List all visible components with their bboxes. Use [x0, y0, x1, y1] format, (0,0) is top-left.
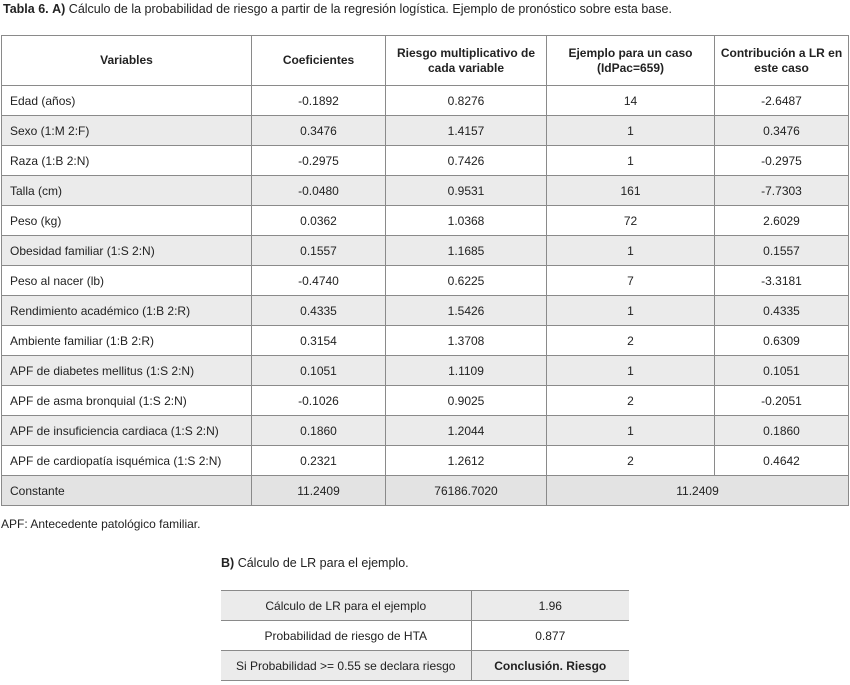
example-cell: 1 [547, 146, 715, 176]
example-cell: 14 [547, 86, 715, 116]
risk-cell: 0.7426 [386, 146, 547, 176]
header-lr-contribution: Contribución a LR en este caso [715, 36, 849, 86]
contribution-cell: -0.2051 [715, 386, 849, 416]
risk-cell: 1.4157 [386, 116, 547, 146]
conclusion-cell: Conclusión. Riesgo [471, 651, 629, 681]
coefficient-cell: 0.0362 [252, 206, 386, 236]
calc-label-cell: Cálculo de LR para el ejemplo [221, 591, 471, 621]
contribution-cell: -7.7303 [715, 176, 849, 206]
table-row [2, 446, 849, 476]
calc-value-cell: 0.877 [471, 621, 629, 651]
table-row [221, 591, 629, 621]
table-row [221, 651, 629, 681]
contribution-cell: 0.1860 [715, 416, 849, 446]
table-row [221, 621, 629, 651]
coefficient-cell: 0.1051 [252, 356, 386, 386]
variable-cell: APF de cardiopatía isquémica (1:S 2:N) [2, 446, 252, 476]
variable-cell: Rendimiento académico (1:B 2:R) [2, 296, 252, 326]
header-variables: Variables [2, 36, 252, 86]
table-row [2, 296, 849, 326]
coefficient-cell: -0.1026 [252, 386, 386, 416]
variable-cell: Raza (1:B 2:N) [2, 146, 252, 176]
risk-cell: 0.6225 [386, 266, 547, 296]
caption-text-a: Cálculo de la probabilidad de riesgo a partir de la regresión logística. Ejemplo de pronóstico sobre esta base. [68, 2, 672, 16]
variable-cell: Peso (kg) [2, 206, 252, 236]
variable-cell: Obesidad familiar (1:S 2:N) [2, 236, 252, 266]
variable-cell: APF de asma bronquial (1:S 2:N) [2, 386, 252, 416]
logistic-regression-table [1, 35, 849, 506]
contribution-cell: 2.6029 [715, 206, 849, 236]
risk-cell: 0.9531 [386, 176, 547, 206]
contribution-cell: -0.2975 [715, 146, 849, 176]
variable-cell: Edad (años) [2, 86, 252, 116]
lr-calculation-table [221, 590, 629, 681]
variable-cell: Sexo (1:M 2:F) [2, 116, 252, 146]
constant-contribution: 11.2409 [547, 476, 849, 506]
header-coefficients: Coeficientes [252, 36, 386, 86]
contribution-cell: -3.3181 [715, 266, 849, 296]
table-row [2, 386, 849, 416]
constant-row [2, 476, 849, 506]
example-cell: 72 [547, 206, 715, 236]
table-row [2, 146, 849, 176]
variable-cell: Talla (cm) [2, 176, 252, 206]
table-row [2, 116, 849, 146]
coefficient-cell: 0.3154 [252, 326, 386, 356]
example-cell: 1 [547, 296, 715, 326]
risk-cell: 1.1685 [386, 236, 547, 266]
example-cell: 161 [547, 176, 715, 206]
table-header-row [2, 36, 849, 86]
contribution-cell: 0.4642 [715, 446, 849, 476]
calc-label-cell: Si Probabilidad >= 0.55 se declara riesgo [221, 651, 471, 681]
constant-label: Constante [2, 476, 252, 506]
coefficient-cell: -0.1892 [252, 86, 386, 116]
risk-cell: 0.8276 [386, 86, 547, 116]
header-multiplicative-risk: Riesgo multiplicativo de cada variable [386, 36, 547, 86]
table-row [2, 416, 849, 446]
example-cell: 2 [547, 446, 715, 476]
table-row [2, 176, 849, 206]
risk-cell: 1.2044 [386, 416, 547, 446]
variable-cell: APF de diabetes mellitus (1:S 2:N) [2, 356, 252, 386]
variable-cell: Ambiente familiar (1:B 2:R) [2, 326, 252, 356]
table-footnote: APF: Antecedente patológico familiar. [1, 517, 201, 531]
risk-cell: 1.5426 [386, 296, 547, 326]
table-row [2, 206, 849, 236]
table-number: Tabla 6. [3, 2, 49, 16]
coefficient-cell: 0.1860 [252, 416, 386, 446]
example-cell: 2 [547, 326, 715, 356]
table-row [2, 356, 849, 386]
table-row [2, 86, 849, 116]
table-caption-a [3, 0, 672, 18]
coefficient-cell: -0.4740 [252, 266, 386, 296]
constant-risk: 76186.7020 [386, 476, 547, 506]
header-example-case: Ejemplo para un caso (IdPac=659) [547, 36, 715, 86]
risk-cell: 1.0368 [386, 206, 547, 236]
contribution-cell: 0.6309 [715, 326, 849, 356]
coefficient-cell: 0.1557 [252, 236, 386, 266]
coefficient-cell: 0.3476 [252, 116, 386, 146]
table-row [2, 236, 849, 266]
contribution-cell: 0.3476 [715, 116, 849, 146]
risk-cell: 1.3708 [386, 326, 547, 356]
table-caption-b [221, 555, 409, 571]
example-cell: 1 [547, 356, 715, 386]
table-row [2, 266, 849, 296]
contribution-cell: 0.1557 [715, 236, 849, 266]
coefficient-cell: 0.2321 [252, 446, 386, 476]
risk-cell: 0.9025 [386, 386, 547, 416]
coefficient-cell: -0.2975 [252, 146, 386, 176]
example-cell: 1 [547, 116, 715, 146]
risk-cell: 1.1109 [386, 356, 547, 386]
example-cell: 7 [547, 266, 715, 296]
calc-value-cell: 1.96 [471, 591, 629, 621]
variable-cell: Peso al nacer (lb) [2, 266, 252, 296]
caption-part-b: B) [221, 556, 235, 570]
caption-text-b: Cálculo de LR para el ejemplo. [237, 556, 409, 570]
table-row [2, 326, 849, 356]
example-cell: 1 [547, 236, 715, 266]
calc-label-cell: Probabilidad de riesgo de HTA [221, 621, 471, 651]
contribution-cell: 0.1051 [715, 356, 849, 386]
contribution-cell: 0.4335 [715, 296, 849, 326]
coefficient-cell: 0.4335 [252, 296, 386, 326]
coefficient-cell: -0.0480 [252, 176, 386, 206]
constant-coefficient: 11.2409 [252, 476, 386, 506]
variable-cell: APF de insuficiencia cardiaca (1:S 2:N) [2, 416, 252, 446]
caption-part-a: A) [52, 2, 66, 16]
example-cell: 2 [547, 386, 715, 416]
example-cell: 1 [547, 416, 715, 446]
risk-cell: 1.2612 [386, 446, 547, 476]
contribution-cell: -2.6487 [715, 86, 849, 116]
